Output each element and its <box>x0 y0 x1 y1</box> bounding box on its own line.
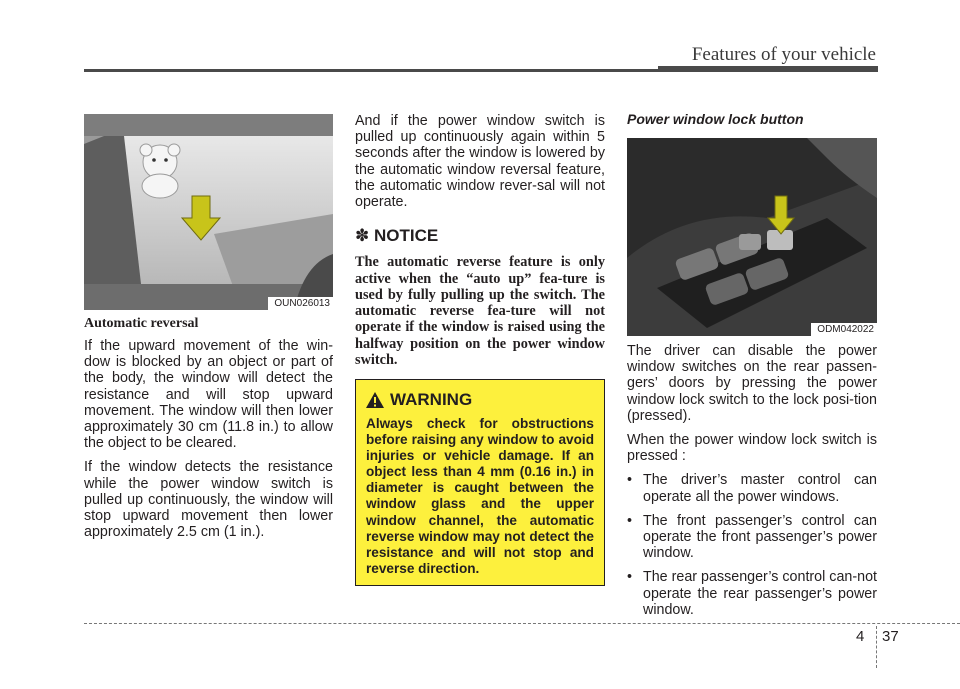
notice-body: The automatic reverse feature is only active when the “auto up” fea-ture is used by fully pulling up the switch. The automatic reverse fea-ture will not operate if the window is raised using the halfway position on the power window switch. <box>355 254 605 368</box>
list-item <box>627 472 877 504</box>
chapter-number: 4 <box>856 628 865 645</box>
door-switch-panel-illustration <box>627 138 877 336</box>
list-item-text: The front passenger’s control can operate the front passenger’s power window. <box>643 512 877 562</box>
bullet-icon: • <box>627 472 633 489</box>
running-header: Features of your vehicle <box>691 44 876 65</box>
body-paragraph: If the window detects the resistance while the power window switch is pulled up continuously, the window will stop upward movement then lower approximately 2.5 cm (1 in.). <box>84 459 333 541</box>
body-paragraph: When the power window lock switch is pressed : <box>627 432 877 465</box>
left-text-column <box>84 316 333 548</box>
automatic-reversal-heading: Automatic reversal <box>84 316 199 331</box>
lock-button-photo <box>627 138 877 336</box>
list-item <box>627 569 877 618</box>
bullet-icon: • <box>627 512 633 529</box>
bullet-icon: • <box>627 569 633 586</box>
notice-title-text: NOTICE <box>373 226 439 246</box>
notice-icon: ✽ <box>355 226 370 246</box>
image-code: ODM042022 <box>811 323 877 336</box>
body-paragraph: And if the power window switch is pulled up continuously again within 5 seconds after the window is lowered by the automatic window reversal feature, the automatic window rever-sal will not operate. <box>355 113 605 211</box>
body-paragraph: If the upward movement of the win-dow is blocked by an object or part of the body, the window will detect the resistance and will stop upward movement. The window will then lower approximately 30 cm (11.8 in.) to allow the object to be cleared. <box>84 338 333 452</box>
list-item-text: The rear passenger’s control can-not operate the rear passenger’s power window. <box>643 569 877 618</box>
warning-body: Always check for obstructions before raising any window to avoid injuries or vehicle damage. If an object less than 4 mm (0.16 in.) in diameter is caught between the window glass and the upper window channel, the automatic reverse window may not detect the resistance and will not stop and reverse direction. <box>366 416 594 576</box>
middle-text-column <box>355 113 605 368</box>
warning-box <box>355 379 605 586</box>
footer-rule <box>84 623 960 624</box>
warning-title-text: WARNING <box>390 390 473 409</box>
list-item-text: The driver’s master control can operate all the power windows. <box>643 472 877 505</box>
power-window-lock-heading: Power window lock button <box>627 111 804 127</box>
lock-effects-list <box>627 472 877 618</box>
warning-heading <box>366 390 594 410</box>
list-item <box>627 513 877 562</box>
page-number: 37 <box>882 628 899 645</box>
page-number-divider <box>876 626 877 668</box>
body-paragraph: The driver can disable the power window switches on the rear passen-gers’ doors by pressing the power window lock switch to the lock posi-tion (pressed). <box>627 343 877 424</box>
right-body-column <box>627 343 877 626</box>
right-text-column <box>627 111 877 127</box>
header-rule-accent <box>658 66 878 72</box>
car-window-illustration <box>84 114 333 310</box>
notice-heading <box>355 226 605 246</box>
window-reversal-photo <box>84 114 333 310</box>
image-code: OUN026013 <box>268 297 333 310</box>
warning-triangle-icon <box>366 392 384 408</box>
teddy-bear-icon <box>140 144 180 198</box>
